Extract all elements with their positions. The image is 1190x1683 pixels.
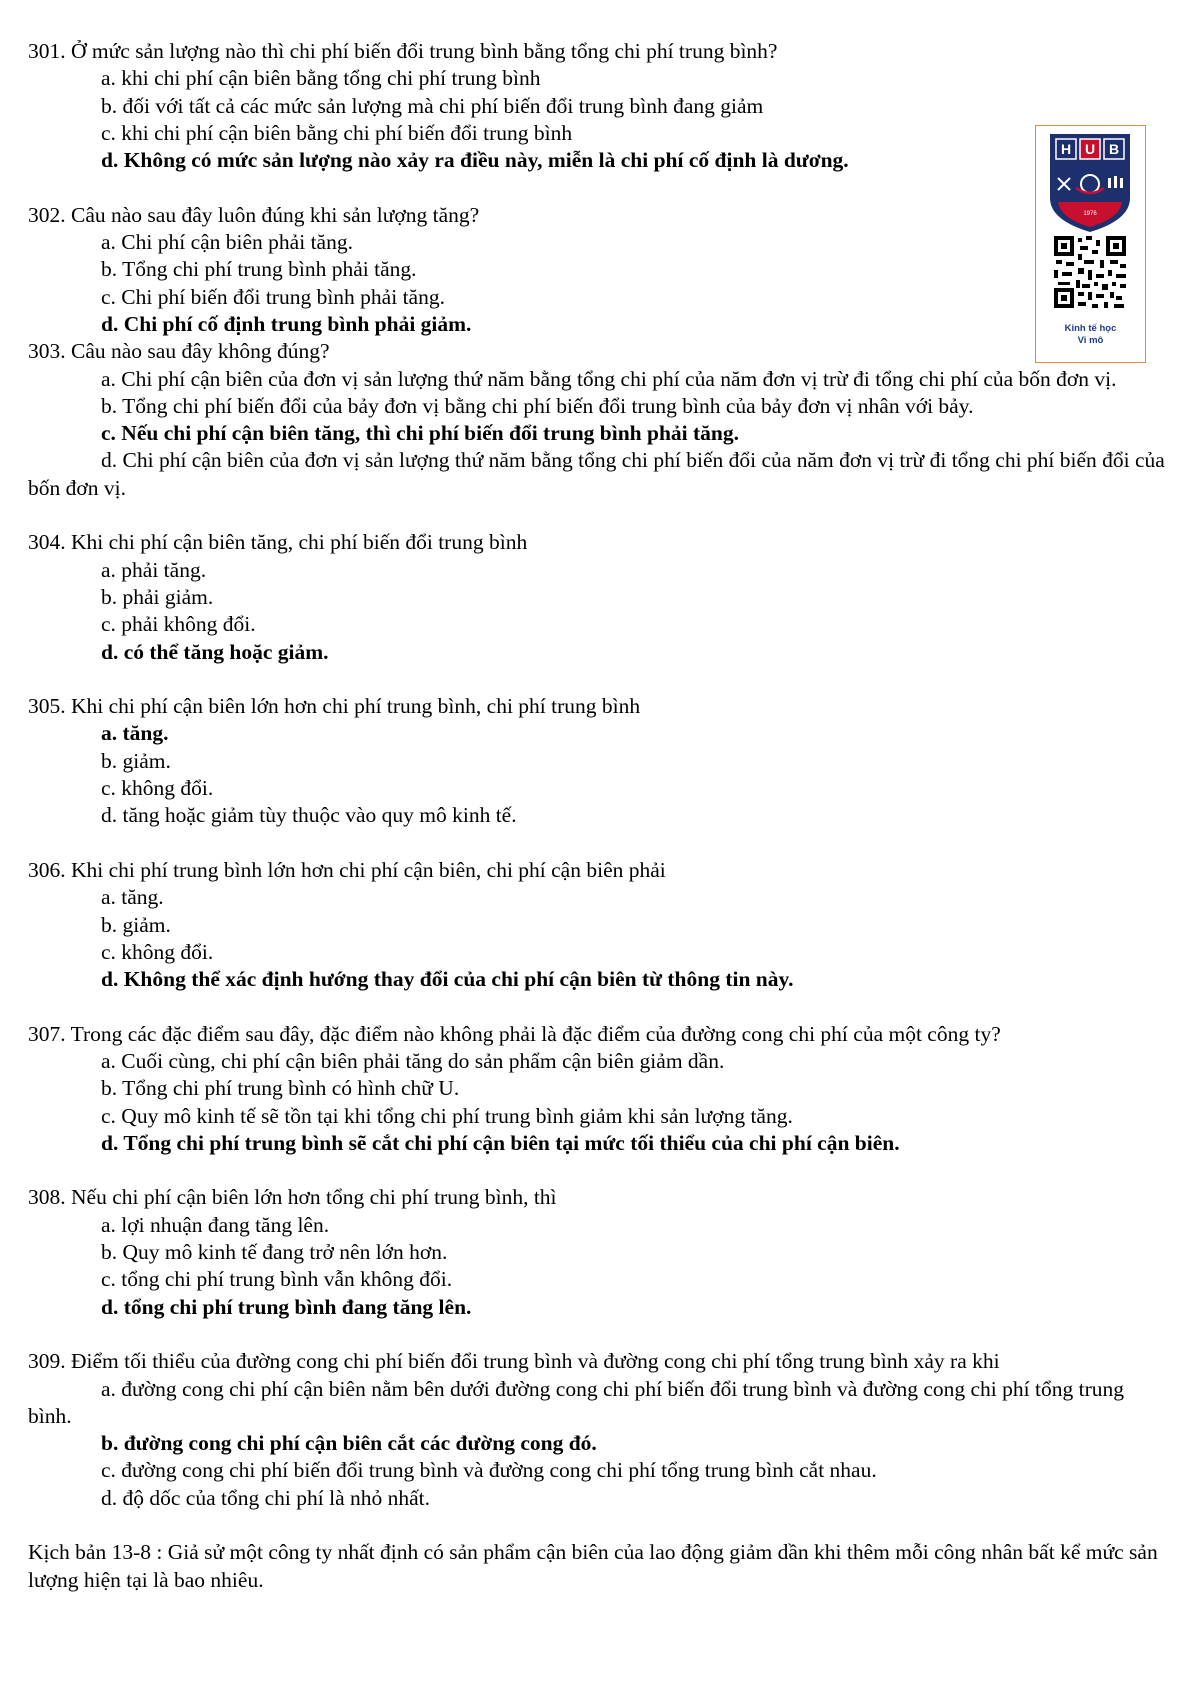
answer-option: c. Quy mô kinh tế sẽ tồn tại khi tổng chi phí trung bình giảm khi sản lượng tăng.	[101, 1103, 793, 1128]
answer-option-correct: c. Nếu chi phí cận biên tăng, thì chi phí biến đổi trung bình phải tăng.	[101, 421, 740, 446]
question-block	[28, 1184, 1168, 1320]
question-spacer	[28, 502, 1168, 529]
answer-option: b. Tổng chi phí trung bình phải tăng.	[101, 257, 417, 282]
question-text: 301. Ở mức sản lượng nào thì chi phí biến đổi trung bình bằng tổng chi phí trung bình?	[28, 39, 778, 63]
logo-caption	[1036, 323, 1145, 347]
answer-option-correct: d. Chi phí cố định trung bình phải giảm.	[101, 311, 472, 336]
question-text: 305. Khi chi phí cận biên lớn hơn chi phí trung bình, chi phí trung bình	[28, 694, 641, 719]
answer-option: a. lợi nhuận đang tăng lên.	[101, 1212, 330, 1237]
logo-caption-line2: Vi mô	[1077, 335, 1104, 346]
question-text: 306. Khi chi phí trung bình lớn hơn chi phí cận biên, chi phí cận biên phải	[28, 857, 666, 882]
logo-letter-u: U	[1084, 141, 1096, 157]
logo-caption-line1: Kinh tế học	[1064, 323, 1117, 334]
answer-option: b. giảm.	[101, 912, 171, 937]
answer-option: a. tăng.	[101, 885, 164, 910]
question-block	[28, 857, 1168, 993]
answer-option: c. phải không đổi.	[101, 612, 256, 637]
question-block	[28, 1348, 1168, 1512]
question-block	[28, 693, 1168, 829]
question-spacer	[28, 1321, 1168, 1348]
question-text: 303. Câu nào sau đây không đúng?	[28, 339, 330, 364]
question-spacer	[28, 1512, 1168, 1539]
answer-option: a. phải tăng.	[101, 557, 207, 582]
answer-option: a. Cuối cùng, chi phí cận biên phải tăng do sản phẩm cận biên giảm dần.	[101, 1048, 725, 1073]
answer-option-correct: d. tổng chi phí trung bình đang tăng lên.	[101, 1294, 472, 1319]
answer-option: b. giảm.	[101, 748, 171, 773]
logo-year: 1976	[1083, 211, 1097, 217]
scenario-block	[28, 1539, 1168, 1594]
answer-option: c. Chi phí biến đổi trung bình phải tăng.	[101, 284, 445, 309]
answer-option: d. tăng hoặc giảm tùy thuộc vào quy mô kinh tế.	[101, 803, 517, 828]
answer-option-correct: d. có thể tăng hoặc giảm.	[101, 639, 329, 664]
answer-option-correct: a. tăng.	[101, 721, 169, 746]
question-spacer	[28, 993, 1168, 1020]
logo-letter-h: H	[1060, 141, 1072, 157]
qr-code-icon	[1054, 236, 1126, 308]
answer-option: b. Tổng chi phí biến đổi của bảy đơn vị bằng chi phí biến đổi trung bình của bảy đơn vị nhân với bảy.	[101, 393, 974, 418]
answer-option: d. Chi phí cận biên của đơn vị sản lượng thứ năm bằng tổng chi phí biến đổi của năm đơn vị trừ đi tổng chi phí biến đổi của bốn đơn vị.	[28, 448, 1165, 500]
answer-option: b. phải giảm.	[101, 584, 214, 609]
answer-option: c. không đổi.	[101, 776, 214, 801]
answer-option-correct: d. Tổng chi phí trung bình sẽ cắt chi phí cận biên tại mức tối thiểu của chi phí cận biên.	[101, 1130, 900, 1155]
question-text: 307. Trong các đặc điểm sau đây, đặc điểm nào không phải là đặc điểm của đường cong chi phí của một công ty?	[28, 1021, 1001, 1046]
question-list	[28, 38, 1168, 1539]
answer-option-correct: b. đường cong chi phí cận biên cắt các đường cong đó.	[101, 1431, 597, 1456]
question-block	[28, 38, 1168, 174]
question-block	[28, 1021, 1168, 1157]
answer-option-correct: d. Không thể xác định hướng thay đổi của chi phí cận biên từ thông tin này.	[101, 967, 794, 992]
answer-option: b. Tổng chi phí trung bình có hình chữ U.	[101, 1076, 460, 1101]
answer-option: a. Chi phí cận biên phải tăng.	[101, 230, 353, 255]
question-spacer	[28, 174, 1168, 201]
hub-logo-card	[1035, 125, 1146, 363]
answer-option: a. Chi phí cận biên của đơn vị sản lượng thứ năm bằng tổng chi phí của năm đơn vị trừ đi tổng chi phí của bốn đơn vị.	[101, 366, 1117, 391]
question-text: 302. Câu nào sau đây luôn đúng khi sản lượng tăng?	[28, 202, 480, 227]
question-spacer	[28, 666, 1168, 693]
question-text: 308. Nếu chi phí cận biên lớn hơn tổng chi phí trung bình, thì	[28, 1185, 557, 1210]
document-body	[28, 38, 1168, 1594]
hub-shield-logo	[1036, 126, 1144, 321]
question-block	[28, 529, 1168, 665]
answer-option: b. đối với tất cả các mức sản lượng mà chi phí biến đổi trung bình đang giảm	[101, 93, 764, 118]
answer-option: c. không đổi.	[101, 939, 214, 964]
question-text: 309. Điểm tối thiểu của đường cong chi phí biến đổi trung bình và đường cong chi phí tổng trung bình xảy ra khi	[28, 1349, 1000, 1374]
answer-option: b. Quy mô kinh tế đang trở nên lớn hơn.	[101, 1240, 448, 1265]
answer-option: a. đường cong chi phí cận biên nằm bên dưới đường cong chi phí biến đổi trung bình và đường cong chi phí tổng trung bình.	[28, 1376, 1124, 1428]
question-spacer	[28, 1157, 1168, 1184]
question-block	[28, 202, 1168, 338]
answer-option: c. tổng chi phí trung bình vẫn không đổi.	[101, 1267, 453, 1292]
question-spacer	[28, 830, 1168, 857]
answer-option: c. khi chi phí cận biên bằng chi phí biến đổi trung bình	[101, 120, 573, 145]
answer-option: a. khi chi phí cận biên bằng tổng chi phí trung bình	[101, 66, 541, 91]
question-block	[28, 338, 1168, 502]
answer-option: d. độ dốc của tổng chi phí là nhỏ nhất.	[101, 1485, 430, 1510]
answer-option-correct: d. Không có mức sản lượng nào xảy ra điều này, miễn là chi phí cố định là dương.	[101, 148, 849, 173]
question-text: 304. Khi chi phí cận biên tăng, chi phí biến đổi trung bình	[28, 530, 528, 555]
answer-option: c. đường cong chi phí biến đổi trung bình và đường cong chi phí tổng trung bình cắt nhau.	[101, 1458, 877, 1483]
logo-letter-b: B	[1108, 141, 1120, 157]
scenario-text: Kịch bản 13-8 : Giả sử một công ty nhất định có sản phẩm cận biên của lao động giảm dần khi thêm mỗi công nhân bất kể mức sản lượng hiện tại là bao nhiêu.	[28, 1540, 1158, 1592]
